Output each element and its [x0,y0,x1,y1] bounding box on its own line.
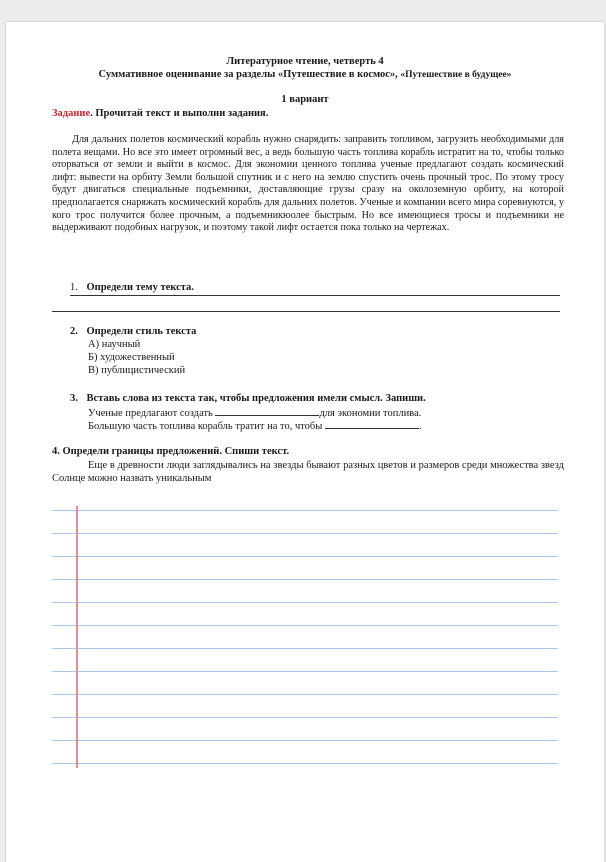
subtitle-main: Суммативное оценивание за разделы «Путешествие в космос», [98,69,401,80]
notebook-line [52,740,558,741]
notebook-line [52,556,558,557]
task2-option-a[interactable]: А) научный [88,339,141,350]
notebook-line [52,533,558,534]
notebook-answer-area[interactable] [52,506,558,768]
task3 [70,393,426,404]
task3-sentence-2 [88,419,422,432]
task3-sentence1-start: Ученые предлагают создать [88,408,216,419]
task3-blank-1[interactable] [215,406,319,416]
notebook-line [52,717,558,718]
assignment-text: . Прочитай текст и выполни задания. [90,108,269,119]
task2-text: Определи стиль текста [86,326,197,337]
task2-option-b[interactable]: Б) художественный [88,352,175,363]
task4-text: Еще в древности люди заглядывались на звезды бывают разных цветов и размеров среди множества звезд Солнце можно назвать уникальным [52,460,564,484]
task1 [70,282,194,293]
subtitle-small: «Путешествие в будущее» [400,70,512,80]
worksheet-page [6,22,604,862]
notebook-line [52,694,558,695]
task1-number: 1. [70,282,78,293]
task3-sentence2-start: Большую часть топлива корабль тратит на то, чтобы [88,421,325,432]
assignment-label: Задание [52,108,91,119]
task3-number: 3. [70,393,78,404]
notebook-line [52,671,558,672]
notebook-line [52,510,558,511]
task3-sentence1-end: для экономии топлива. [319,408,422,419]
reading-text: Для дальних полетов космический корабль нужно снарядить: заправить топливом, загрузить необходимыми для полета вещами. Но все это имеет огромный вес, а ведь большую часть топлива корабль истратит на то, чтобы только оторваться от земли и выйти в космос. Для экономии ценного топлива ученые предлагают создать космический лифт: вывести на орбиту Земли большой спутник и с него на землю спустить очень прочный трос. По этому тросу будут двигаться специальные подъемники, доставляющие грузы сразу на околоземную орбиту, на которой предполагается снаряжать космический корабль для дальних полетов. Ученые и компании всего мира соревнуются, у кого трос получится более прочным, а подъемникюолее быстрым. Но все имеющиеся тросы и подъемники не выдерживают подобных нагрузок, и поэтому такой лифт остается пока только на чертежах. [52,134,564,234]
assignment-line [52,108,268,119]
notebook-line [52,602,558,603]
task3-text: Вставь слова из текста так, чтобы предложения имели смысл. Запиши. [86,393,426,404]
notebook-line [52,648,558,649]
task2-option-c[interactable]: В) публицистический [88,365,186,376]
task3-blank-2[interactable] [325,419,419,429]
task2 [70,326,196,337]
task1-answer-line-2[interactable] [52,311,560,312]
variant-label: 1 вариант [281,94,329,105]
notebook-line [52,625,558,626]
task2-number: 2. [70,326,78,337]
task3-sentence2-end: . [418,421,422,432]
task3-sentence-1 [88,406,421,419]
page-title: Литературное чтение, четверть 4 [226,56,384,67]
task1-answer-line-1[interactable] [70,295,560,296]
notebook-line [52,763,558,764]
task4-heading: 4. Определи границы предложений. Спиши текст. [52,446,290,457]
notebook-margin-line [76,506,78,768]
page-subtitle [6,69,604,80]
notebook-line [52,579,558,580]
task1-text: Определи тему текста. [86,282,194,293]
